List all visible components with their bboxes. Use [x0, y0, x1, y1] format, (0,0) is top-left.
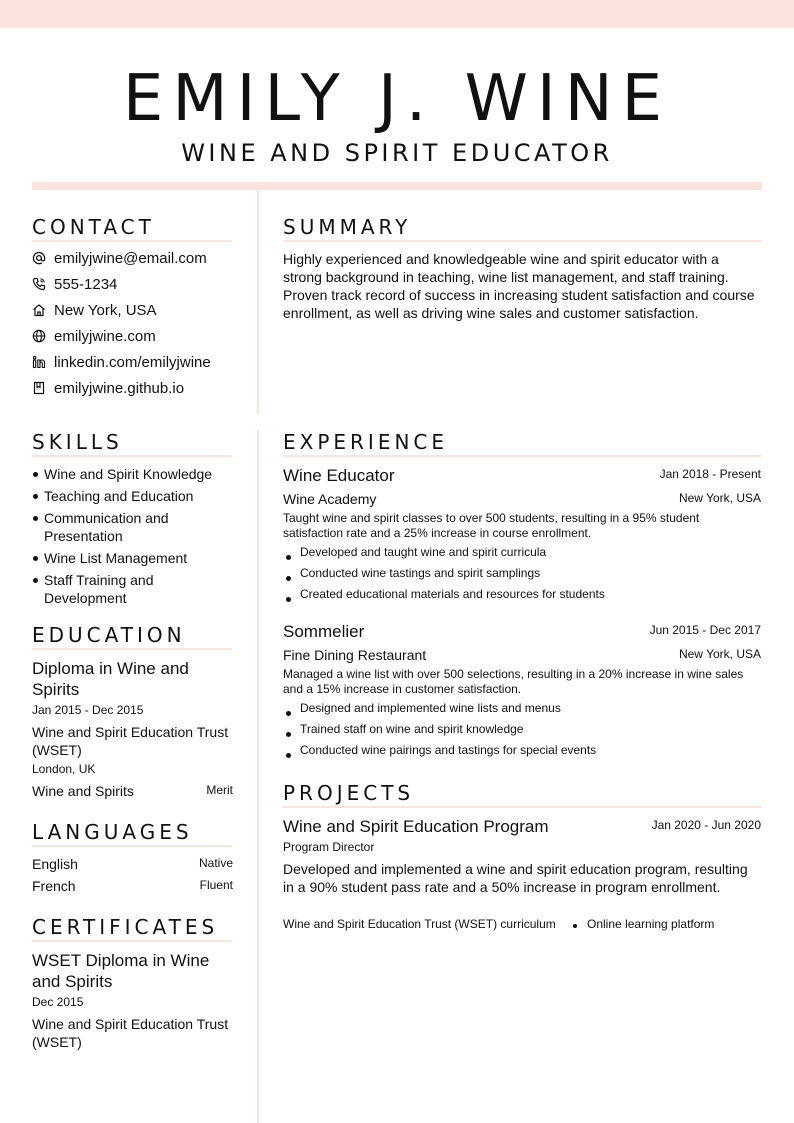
- contact-linkedin[interactable]: linkedin.com/emilyjwine: [54, 354, 211, 371]
- project-name: Wine and Spirit Education Program: [283, 817, 549, 836]
- contact-phone[interactable]: 555-1234: [54, 276, 118, 293]
- education-institution: Wine and Spirit Education Trust (WSET): [32, 724, 229, 758]
- job-achievement: Trained staff on wine and spirit knowledge: [300, 722, 524, 736]
- skill-bullet: [33, 494, 38, 499]
- language-name: English: [32, 856, 78, 872]
- project-dates: Jan 2020 - Jun 2020: [651, 818, 761, 832]
- experience-heading: EXPERIENCE: [283, 430, 761, 457]
- skill-bullet: [33, 472, 38, 477]
- certificate-name: WSET Diploma in Wine and Spirits: [32, 951, 210, 991]
- job-bullet: [286, 711, 291, 716]
- column-divider-bottom: [257, 430, 259, 1123]
- skill-item: Communication and Presentation: [44, 510, 169, 544]
- job-bullet: [286, 732, 291, 737]
- education-grade: Merit: [206, 783, 233, 797]
- phone-icon: [32, 277, 46, 291]
- certificate-date: Dec 2015: [32, 995, 84, 1009]
- book-icon: [32, 381, 46, 395]
- skill-item: Teaching and Education: [44, 488, 194, 504]
- education-location: London, UK: [32, 762, 96, 776]
- contact-website[interactable]: emilyjwine.com: [54, 328, 156, 345]
- candidate-title: WINE AND SPIRIT EDUCATOR: [181, 139, 613, 167]
- languages-heading: LANGUAGES: [32, 820, 232, 847]
- column-divider-top: [257, 190, 259, 414]
- top-accent-bar: [0, 0, 794, 28]
- at-icon: [32, 251, 46, 265]
- contact-heading: CONTACT: [32, 215, 232, 242]
- job-bullet: [286, 576, 291, 581]
- skill-item: Wine and Spirit Knowledge: [44, 466, 213, 482]
- job-company: Fine Dining Restaurant: [283, 647, 427, 663]
- job-achievement: Designed and implemented wine lists and menus: [300, 701, 561, 715]
- skill-bullet: [33, 556, 38, 561]
- job-role: Sommelier: [283, 622, 365, 641]
- language-level: Native: [198, 856, 233, 870]
- contact-email[interactable]: emilyjwine@email.com: [54, 250, 207, 267]
- skill-item: Staff Training and Development: [44, 572, 154, 606]
- education-heading: EDUCATION: [32, 623, 232, 650]
- skill-bullet: [33, 516, 38, 521]
- education-dates: Jan 2015 - Dec 2015: [32, 703, 144, 717]
- education-degree: Diploma in Wine and Spirits: [32, 659, 189, 699]
- certificate-issuer: Wine and Spirit Education Trust (WSET): [32, 1016, 229, 1050]
- contact-location: New York, USA: [54, 302, 157, 319]
- job-achievement: Created educational materials and resources for students: [300, 587, 605, 601]
- job-description: Taught wine and spirit classes to over 500 students, resulting in a 95% student satisfaction rate and a 25% increase in course enrollment.: [283, 511, 700, 540]
- job-role: Wine Educator: [283, 466, 395, 485]
- project-keyword: Wine and Spirit Education Trust (WSET) curriculum: [283, 917, 556, 931]
- job-achievement: Conducted wine tastings and spirit samplings: [300, 566, 541, 580]
- contact-github[interactable]: emilyjwine.github.io: [54, 380, 185, 397]
- job-description: Managed a wine list with over 500 selections, resulting in a 20% increase in wine sales and a 15% increase in customer satisfaction.: [283, 667, 744, 696]
- keyword-separator: [573, 924, 577, 928]
- job-dates: Jun 2015 - Dec 2017: [649, 623, 761, 637]
- language-name: French: [32, 878, 76, 894]
- summary-text: Highly experienced and knowledgeable wine and spirit educator with a strong background in teaching, wine list management, and staff training. Proven track record of success in increasing student satisfaction and course enrollment, as well as driving wine sales and customer satisfaction.: [283, 251, 755, 321]
- skills-heading: SKILLS: [32, 430, 232, 457]
- project-keyword: Online learning platform: [587, 917, 715, 931]
- projects-heading: PROJECTS: [283, 781, 761, 808]
- job-bullet: [286, 753, 291, 758]
- globe-icon: [32, 329, 46, 343]
- project-description: Developed and implemented a wine and spirit education program, resulting in a 90% student pass rate and a 50% increase in program enrollment.: [283, 861, 748, 895]
- header-divider: [32, 182, 762, 190]
- job-bullet: [286, 597, 291, 602]
- job-location: New York, USA: [678, 491, 761, 505]
- job-location: New York, USA: [678, 647, 761, 661]
- home-icon: [32, 303, 46, 317]
- education-subject: Wine and Spirits: [32, 783, 134, 799]
- job-company: Wine Academy: [283, 491, 377, 507]
- linkedin-icon: [32, 355, 46, 369]
- certificates-heading: CERTIFICATES: [32, 915, 232, 942]
- job-achievement: Conducted wine pairings and tastings for special events: [300, 743, 597, 757]
- job-dates: Jan 2018 - Present: [659, 467, 761, 481]
- language-level: Fluent: [199, 878, 233, 892]
- candidate-name: EMILY J. WINE: [122, 62, 672, 136]
- skill-item: Wine List Management: [44, 550, 188, 566]
- skill-bullet: [33, 578, 38, 583]
- job-bullet: [286, 555, 291, 560]
- summary-heading: SUMMARY: [283, 215, 761, 242]
- project-role: Program Director: [283, 840, 375, 854]
- job-achievement: Developed and taught wine and spirit curricula: [300, 545, 547, 559]
